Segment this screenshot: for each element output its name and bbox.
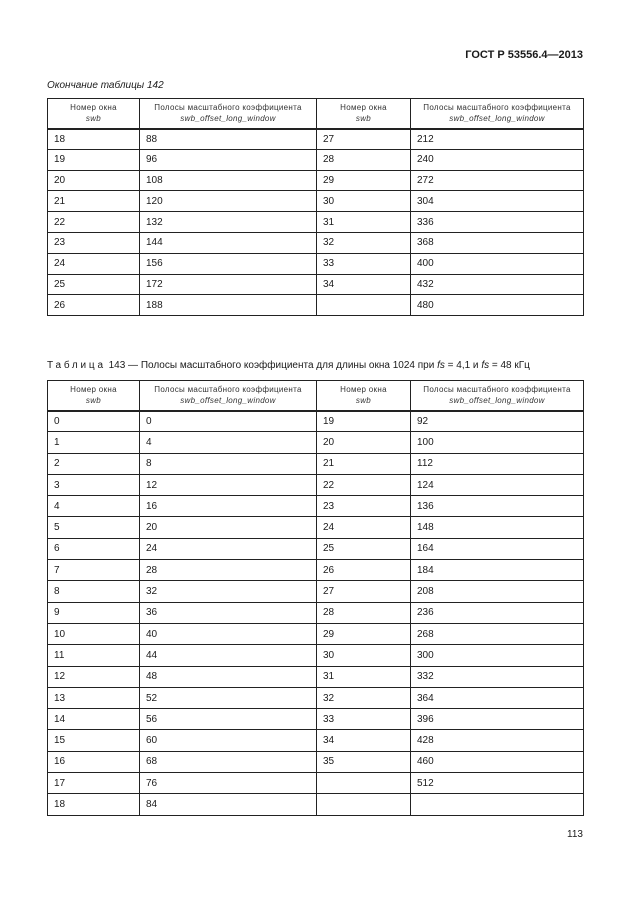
table-cell: 29 [317,623,411,644]
table-cell: 1 [48,432,140,453]
table-143 [47,380,584,816]
table-cell: 52 [140,687,317,708]
document-standard-number: ГОСТ Р 53556.4—2013 [465,49,583,61]
table-142-caption: Окончание таблицы 142 [47,80,164,91]
table-cell: 24 [48,253,140,274]
table-cell: 27 [317,581,411,602]
table-cell: 208 [411,581,584,602]
table-cell: 112 [411,453,584,474]
table-cell: 172 [140,274,317,295]
table-row [48,253,584,274]
table-cell: 16 [140,496,317,517]
table-cell: 13 [48,687,140,708]
table-cell: 6 [48,538,140,559]
table-cell: 396 [411,709,584,730]
table-row [48,411,584,432]
table-142 [47,98,584,316]
table-cell: 148 [411,517,584,538]
table-row [48,666,584,687]
table-cell: 28 [140,560,317,581]
table-cell: 40 [140,623,317,644]
table-cell: 84 [140,794,317,815]
table-cell: 68 [140,751,317,772]
table-row [48,170,584,191]
table-row [48,538,584,559]
table-cell: 18 [48,794,140,815]
table-cell: 10 [48,623,140,644]
table-cell: 19 [317,411,411,432]
table-row [48,794,584,815]
table-cell: 240 [411,149,584,170]
table-row [48,191,584,212]
table-cell: 27 [317,129,411,150]
table-row [48,129,584,150]
header-scale-bands: Полосы масштабного коэффициента swb_offset_long_window [411,381,584,411]
table-cell: 44 [140,645,317,666]
table-cell: 26 [48,295,140,316]
table-cell: 164 [411,538,584,559]
header-scale-bands: Полосы масштабного коэффициента swb_offset_long_window [411,99,584,129]
table-cell: 30 [317,645,411,666]
header-scale-bands: Полосы масштабного коэффициента swb_offset_long_window [140,99,317,129]
table-cell: 364 [411,687,584,708]
table-row [48,687,584,708]
table-cell: 212 [411,129,584,150]
table-cell: 25 [48,274,140,295]
table-cell: 48 [140,666,317,687]
table-cell: 14 [48,709,140,730]
table-row [48,730,584,751]
table-header-row [48,381,584,411]
table-cell: 32 [317,687,411,708]
table-cell: 29 [317,170,411,191]
table-cell: 17 [48,773,140,794]
table-cell: 21 [317,453,411,474]
table-cell: 96 [140,149,317,170]
table-cell: 76 [140,773,317,794]
table-cell: 60 [140,730,317,751]
header-scale-bands: Полосы масштабного коэффициента swb_offset_long_window [140,381,317,411]
table-row [48,709,584,730]
table-cell: 92 [411,411,584,432]
table-cell: 23 [317,496,411,517]
table-cell: 7 [48,560,140,581]
table-cell: 26 [317,560,411,581]
header-window-number: Номер окна swb [48,381,140,411]
table-cell: 0 [140,411,317,432]
table-header-row [48,99,584,129]
table-row [48,432,584,453]
table-row [48,581,584,602]
table-row [48,274,584,295]
table-cell: 184 [411,560,584,581]
page-number: 113 [567,829,583,840]
table-cell: 432 [411,274,584,295]
table-cell: 0 [48,411,140,432]
table-cell: 4 [140,432,317,453]
header-window-number: Номер окна swb [317,99,411,129]
table-cell: 12 [48,666,140,687]
table-cell: 188 [140,295,317,316]
table-row [48,453,584,474]
table-cell [317,794,411,815]
table-cell [317,295,411,316]
table-row [48,623,584,644]
table-cell: 21 [48,191,140,212]
table-cell: 5 [48,517,140,538]
table-cell: 136 [411,496,584,517]
table-row [48,560,584,581]
table-row [48,295,584,316]
table-cell: 16 [48,751,140,772]
table-cell: 25 [317,538,411,559]
table-cell: 28 [317,149,411,170]
table-cell: 460 [411,751,584,772]
table-cell: 33 [317,709,411,730]
table-row [48,645,584,666]
table-cell: 2 [48,453,140,474]
table-cell: 336 [411,212,584,233]
table-cell: 88 [140,129,317,150]
table-cell: 3 [48,474,140,495]
table-cell: 31 [317,212,411,233]
table-cell: 144 [140,232,317,253]
table-row [48,232,584,253]
table-cell: 24 [140,538,317,559]
table-cell: 108 [140,170,317,191]
table-cell: 22 [317,474,411,495]
table-cell: 236 [411,602,584,623]
table-cell: 156 [140,253,317,274]
table-row [48,517,584,538]
table-cell: 18 [48,129,140,150]
table-cell: 8 [48,581,140,602]
table-cell: 32 [317,232,411,253]
table-cell: 28 [317,602,411,623]
table-cell: 12 [140,474,317,495]
table-cell: 15 [48,730,140,751]
table-cell: 272 [411,170,584,191]
table-cell: 32 [140,581,317,602]
table-cell: 480 [411,295,584,316]
table-143-caption: Таблица 143 — Полосы масштабного коэффициента для длины окна 1024 при fs = 4,1 и fs = 48 кГц [47,360,530,371]
table-cell: 100 [411,432,584,453]
table-cell [317,773,411,794]
table-cell: 332 [411,666,584,687]
table-cell: 30 [317,191,411,212]
table-cell: 268 [411,623,584,644]
table-cell: 56 [140,709,317,730]
table-row [48,212,584,233]
table-row [48,751,584,772]
table-cell: 34 [317,274,411,295]
table-cell: 23 [48,232,140,253]
table-cell: 20 [140,517,317,538]
table-row [48,602,584,623]
table-cell [411,794,584,815]
header-window-number: Номер окна swb [48,99,140,129]
table-cell: 20 [317,432,411,453]
table-cell: 34 [317,730,411,751]
table-row [48,474,584,495]
table-cell: 304 [411,191,584,212]
table-cell: 120 [140,191,317,212]
table-cell: 428 [411,730,584,751]
table-cell: 300 [411,645,584,666]
table-cell: 20 [48,170,140,191]
table-cell: 9 [48,602,140,623]
table-cell: 33 [317,253,411,274]
table-row [48,149,584,170]
table-cell: 11 [48,645,140,666]
table-cell: 400 [411,253,584,274]
table-cell: 35 [317,751,411,772]
table-cell: 24 [317,517,411,538]
table-cell: 22 [48,212,140,233]
table-cell: 132 [140,212,317,233]
table-cell: 368 [411,232,584,253]
table-cell: 19 [48,149,140,170]
table-cell: 8 [140,453,317,474]
header-window-number: Номер окна swb [317,381,411,411]
table-cell: 4 [48,496,140,517]
table-cell: 31 [317,666,411,687]
table-row [48,496,584,517]
table-cell: 36 [140,602,317,623]
table-cell: 512 [411,773,584,794]
table-cell: 124 [411,474,584,495]
table-row [48,773,584,794]
